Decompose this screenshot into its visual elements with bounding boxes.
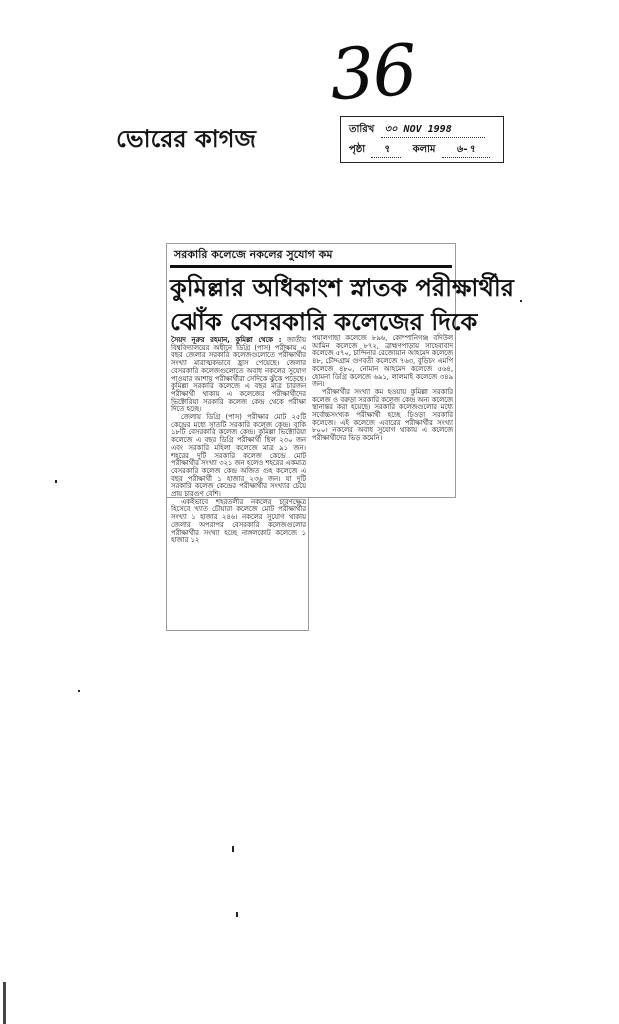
- article-byline: সৈয়দ নূরুর রহমান, কুমিল্লা থেকে :: [171, 336, 282, 344]
- article-paragraph: পয়ালগাছা কলেজে ৮৯৬, কোম্পানিগঞ্জ বদিউল আমিন কলেজে ৮৭২, ব্রাহ্মণপাড়ায় সাহেবাবাদ কলেজে ৫৭০, চান্দিনার রেজোয়ান আহমেদ কলেজে ৪৮, চৌদ্দগ্রাম গুণবতী কলেজে ৭৬৩, বুড়িচং এমপি কলেজে ৪৮০, নোমান আহমেদ কলেজে ৫৬৪, হোমনা ডিগ্রি কলেজে ৬৯১, লালমাই কলেজে ৩৪৯ জন।: [312, 334, 453, 389]
- stamp-column-value: ৬-৭: [442, 143, 490, 158]
- article-paragraph-text: জাতীয় বিশ্ববিদ্যালয়ের অধীনে ডিগ্রি (পাস) পরীক্ষায় এ বছর জেলার সরকারি কলেজগুলোতে পরীক্ষার্থীর সংখ্যা মারাত্মকভাবে হ্রাস পেয়েছে। জেলার বেসরকারি কলেজগুলোতে অবাধ নকলের সুযোগ পাওয়ার আশায় পরীক্ষার্থীরা সেদিকে ঝুঁকে পড়েছে। কুমিল্লা সরকারি কলেজে এ বছর মাত্র চারজন পরীক্ষার্থী থাকায় এ কলেজের পরীক্ষার্থীদের ভিক্টোরিয়া সরকারি কলেজ কেন্দ্র থেকে পরীক্ষা দিতে হচ্ছে।: [171, 336, 306, 414]
- article-kicker: সরকারি কলেজে নকলের সুযোগ কম: [174, 248, 333, 261]
- article-paragraph: [171, 337, 306, 414]
- article-paragraph: জেলায় ডিগ্রি (পাস) পরীক্ষার মোট ২৫টি কেন্দ্রের মধ্যে সাতটি সরকারি কলেজ কেন্দ্র। বাকি ১৮টি বেসরকারি কলেজ কেন্দ্র। কুমিল্লা ভিক্টোরিয়া কলেজে এ বছর ডিগ্রি পরীক্ষার্থী ছিল ২৩০ জন এবং সরকারি মহিলা কলেজে মাত্র ৯১ জন। শহরের দুটি সরকারি কলেজ কেন্দ্রে মোট পরীক্ষার্থীর সংখ্যা ৩২১ জন হলেও শহরের একমাত্র বেসরকারি কলেজ কেন্দ্র অজিত গুহ কলেজে এ বছর পরীক্ষার্থী ১ হাজার ২৩৬ জন। যা দুটি সরকারি কলেজ কেন্দ্রের পরীক্ষার্থীর সংখ্যার চেয়ে প্রায় চারগুণ বেশি।: [171, 413, 306, 499]
- article-paragraph: একইভাবে শহরতলীর নকলের চারণক্ষেত্র হিসেবে খ্যাত চৌয়ারা কলেজে মোট পরীক্ষার্থীর সংখ্যা ১ হাজার ২৪৬। নকলের সুযোগ থাকায় জেলার অপরাপর বেসরকারি কলেজগুলোর পরীক্ষার্থীর সংখ্যা হচ্ছে নাঙ্গলকোট কলেজে ১ হাজার ১২: [171, 497, 306, 545]
- handwritten-archive-number: 36: [327, 28, 418, 117]
- stamp-page-row: [349, 141, 497, 159]
- clipping-date-stamp: [340, 116, 504, 163]
- scan-speck: [78, 690, 80, 692]
- article-headline-line1: কুমিল্লার অধিকাংশ স্নাতক পরীক্ষার্থীর: [170, 273, 514, 302]
- scan-speck: [232, 846, 234, 852]
- stamp-page-value: ৭: [371, 143, 401, 158]
- scan-speck: [55, 480, 57, 483]
- scan-speck: [236, 912, 238, 917]
- article-headline-line2: ঝোঁক বেসরকারি কলেজের দিকে: [170, 307, 478, 336]
- newspaper-masthead: ভোরের কাগজ: [116, 124, 256, 153]
- scan-speck: [520, 300, 522, 302]
- kicker-rule: [170, 265, 452, 268]
- stamp-date-value: ৩০ NOV 1998: [381, 123, 485, 138]
- article-paragraph: পরীক্ষার্থীর সংখ্যা কম হওয়ায় কুমিল্লা সরকারি কলেজ ও বরুড়া সরকারি কলেজ কেন্দ্র অন্য কলেজে স্থানান্তর করা হয়েছে। সরকারি কলেজগুলোর মধ্যে সর্বোচ্চসংখ্যক পরীক্ষার্থী হচ্ছে চিওড়া সরকারি কলেজে। এই কলেজে এবারের পরীক্ষার্থীর সংখ্যা ৮০০। নকলের অবাধ সুযোগ থাকায় এ কলেজে পরীক্ষার্থীদের ভিড় কমেনি।: [312, 387, 453, 443]
- scan-edge-mark: [3, 982, 6, 1024]
- stamp-date-row: [349, 121, 497, 139]
- stamp-date-label: তারিখ: [349, 124, 375, 135]
- article-left-column: [171, 337, 306, 627]
- article-right-column: [312, 335, 453, 495]
- stamp-page-label: পৃষ্ঠা: [349, 144, 366, 155]
- stamp-column-label: কলাম: [412, 144, 436, 155]
